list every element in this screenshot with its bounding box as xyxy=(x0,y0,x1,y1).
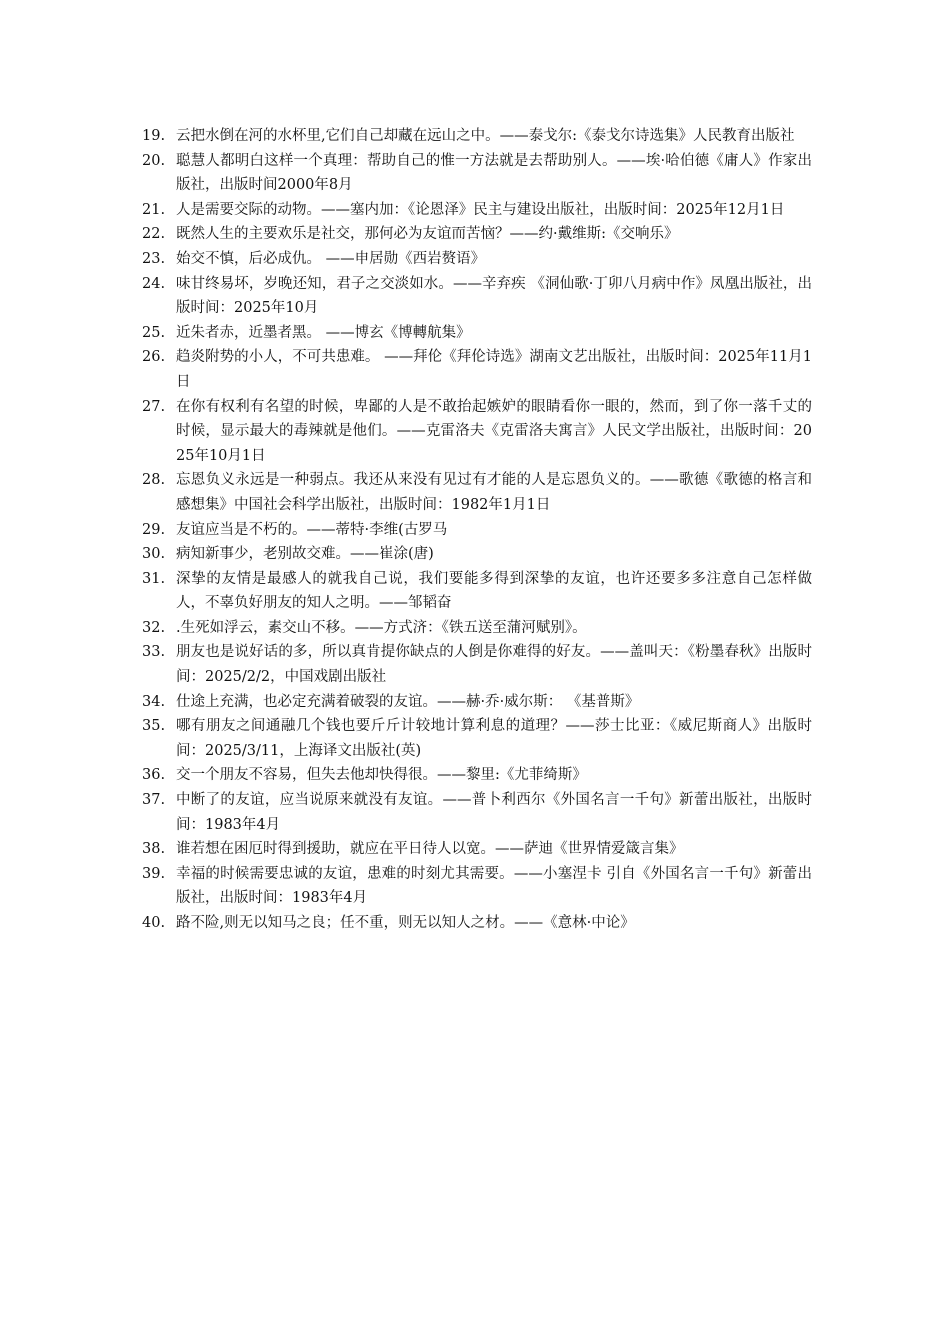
list-item-text: 云把水倒在河的水杯里,它们自己却藏在远山之中。——泰戈尔:《泰戈尔诗选集》人民教育出版社 xyxy=(176,128,795,144)
list-item-number: 27. xyxy=(142,398,166,415)
list-item xyxy=(142,518,812,543)
list-item-text: 味甘终易坏，岁晚还知，君子之交淡如水。——辛弃疾 《洞仙歌·丁卯八月病中作》凤凰出版社，出版时间：2025年10月 xyxy=(176,275,812,317)
list-item-number: 40. xyxy=(142,915,166,931)
list-item xyxy=(142,862,812,911)
list-item-number: 35. xyxy=(142,718,166,735)
list-item-text: 哪有朋友之间通融几个钱也要斤斤计较地计算利息的道理？——莎士比亚：《威尼斯商人》出版时间：2025/3/11，上海译文出版社(英) xyxy=(176,718,812,759)
list-item xyxy=(142,247,812,272)
list-item-number: 31. xyxy=(142,570,166,587)
list-item-number: 32. xyxy=(142,619,166,636)
list-item-text: 聪慧人都明白这样一个真理：帮助自己的惟一方法就是去帮助别人。——埃·哈伯德《庸人》作家出版社，出版时间2000年8月 xyxy=(176,152,812,194)
list-item-number: 22. xyxy=(142,226,166,243)
list-item-number: 36. xyxy=(142,767,166,784)
list-item xyxy=(142,616,812,641)
list-item-text: 仕途上充满，也必定充满着破裂的友谊。——赫·乔·威尔斯： 《基普斯》 xyxy=(176,693,640,710)
list-item-text: 友谊应当是不朽的。——蒂特·李维(古罗马 xyxy=(176,521,448,538)
list-item-text: 谁若想在困厄时得到援助，就应在平日待人以宽。——萨迪《世界情爱箴言集》 xyxy=(176,841,684,858)
list-item-number: 23. xyxy=(142,250,166,267)
list-item-text: 近朱者赤，近墨者黑。 ——博玄《博轉航集》 xyxy=(176,324,471,341)
list-item-number: 26. xyxy=(142,349,166,366)
list-item-number: 19. xyxy=(142,128,166,144)
list-item-number: 29. xyxy=(142,521,166,538)
list-item xyxy=(142,542,812,567)
list-item-text: 交一个朋友不容易，但失去他却快得很。——黎里:《尤菲绮斯》 xyxy=(176,767,587,784)
list-item-number: 34. xyxy=(142,693,166,710)
list-item-text: .生死如浮云，素交山不移。——方式济：《铁五送至蒲河赋别》。 xyxy=(176,619,587,636)
list-item xyxy=(142,714,812,763)
list-item-number: 21. xyxy=(142,201,166,218)
list-item-text: 人是需要交际的动物。——塞内加：《论恩泽》民主与建设出版社，出版时间：2025年12月1日 xyxy=(176,201,785,218)
list-item-number: 38. xyxy=(142,841,166,858)
quote-list xyxy=(142,124,812,936)
list-item-number: 25. xyxy=(142,324,166,341)
list-item xyxy=(142,567,812,616)
list-item-number: 24. xyxy=(142,275,166,292)
list-item xyxy=(142,149,812,198)
list-item xyxy=(142,640,812,689)
list-item xyxy=(142,468,812,517)
list-item-text: 在你有权利有名望的时候，卑鄙的人是不敢抬起嫉妒的眼睛看你一眼的，然而，到了你一落千丈的时候，显示最大的毒辣就是他们。——克雷洛夫《克雷洛夫寓言》人民文学出版社，出版时间：2025年10月1日 xyxy=(176,398,812,464)
list-item xyxy=(142,763,812,788)
list-item-text: 趋炎附势的小人，不可共患难。 ——拜伦《拜伦诗选》湖南文艺出版社，出版时间：2025年11月1日 xyxy=(176,349,812,390)
list-item xyxy=(142,321,812,346)
list-item-text: 病知新事少，老别故交难。——崔涂(唐) xyxy=(176,546,434,563)
list-item-text: 幸福的时候需要忠诚的友谊，患难的时刻尤其需要。——小塞涅卡 引自《外国名言一千句》新蕾出版社，出版时间：1983年4月 xyxy=(176,865,812,907)
list-item xyxy=(142,124,812,149)
list-item-text: 始交不慎，后必成仇。 ——申居勋《西岩赘语》 xyxy=(176,250,486,267)
list-item-text: 既然人生的主要欢乐是社交，那何必为友谊而苦恼？——约·戴维斯:《交响乐》 xyxy=(176,226,679,243)
list-item-text: 忘恩负义永远是一种弱点。我还从来没有见过有才能的人是忘恩负义的。——歌德《歌德的格言和感想集》中国社会科学出版社，出版时间：1982年1月1日 xyxy=(176,472,812,513)
list-item-number: 33. xyxy=(142,644,166,661)
list-item xyxy=(142,837,812,862)
list-item xyxy=(142,690,812,715)
list-item-number: 20. xyxy=(142,152,166,169)
list-item xyxy=(142,345,812,394)
list-item xyxy=(142,788,812,837)
list-item-number: 37. xyxy=(142,792,166,809)
list-item-number: 39. xyxy=(142,865,166,882)
list-item-number: 30. xyxy=(142,546,166,563)
list-item xyxy=(142,222,812,247)
list-item-text: 深挚的友情是最感人的就我自己说，我们要能多得到深挚的友谊，也许还要多多注意自己怎样做人，不辜负好朋友的知人之明。——邹韬奋 xyxy=(176,570,812,612)
list-item xyxy=(142,272,812,321)
list-item-text: 朋友也是说好话的多，所以真肯提你缺点的人倒是你难得的好友。——盖叫天：《粉墨春秋》出版时间：2025/2/2，中国戏剧出版社 xyxy=(176,644,812,686)
list-item-text: 中断了的友谊，应当说原来就没有友谊。——普卜利西尔《外国名言一千句》新蕾出版社，出版时间：1983年4月 xyxy=(176,792,812,833)
list-item xyxy=(142,395,812,469)
list-item-number: 28. xyxy=(142,472,166,489)
list-item xyxy=(142,911,812,936)
list-item xyxy=(142,198,812,223)
list-item-text: 路不险,则无以知马之良；任不重，则无以知人之材。——《意林·中论》 xyxy=(176,915,635,931)
